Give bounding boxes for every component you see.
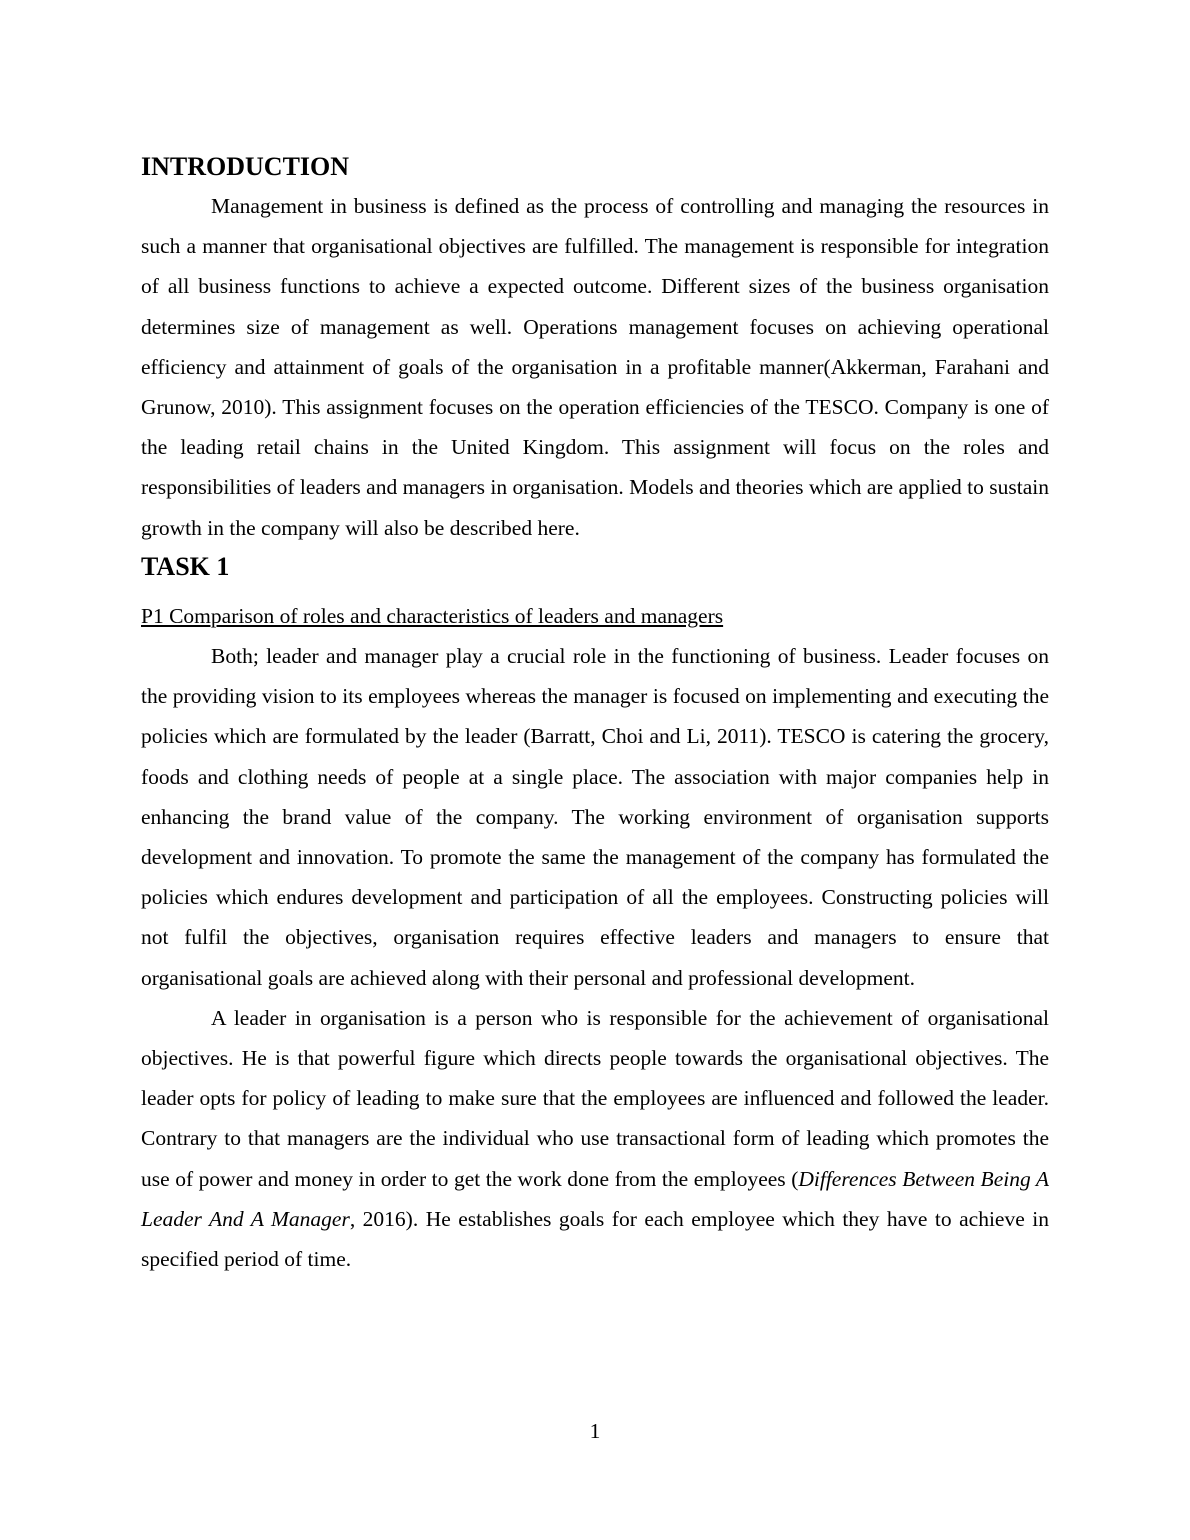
citation-title: Differences Between Being A Leader And A Manager xyxy=(141,1166,1049,1231)
paragraph-2-text-end: , 2016). He establishes goals for each employee which they have to achieve in specified period of time. xyxy=(141,1206,1049,1272)
task1-paragraph-2 xyxy=(141,998,1049,1279)
page-content xyxy=(141,148,1049,1279)
introduction-paragraph: Management in business is defined as the process of controlling and managing the resources in such a manner that organisational objectives are fulfilled. The management is responsible for integration of all business functions to achieve a expected outcome. Different sizes of the business organisation determines size of management as well. Operations management focuses on achieving operational efficiency and attainment of goals of the organisation in a profitable manner(Akkerman, Farahani and Grunow, 2010). This assignment focuses on the operation efficiencies of the TESCO. Company is one of the leading retail chains in the United Kingdom. This assignment will focus on the roles and responsibilities of leaders and managers in organisation. Models and theories which are applied to sustain growth in the company will also be described here. xyxy=(141,194,1049,540)
task1-paragraph-1: Both; leader and manager play a crucial role in the functioning of business. Leader focuses on the providing vision to its employees whereas the manager is focused on implementing and executing the policies which are formulated by the leader (Barratt, Choi and Li, 2011). TESCO is catering the grocery, foods and clothing needs of people at a single place. The association with major companies help in enhancing the brand value of the company. The working environment of organisation supports development and innovation. To promote the same the management of the company has formulated the policies which endures development and participation of all the employees. Constructing policies will not fulfil the objectives, organisation requires effective leaders and managers to ensure that organisational goals are achieved along with their personal and professional development. xyxy=(141,644,1049,990)
paragraph-2-text-start: A leader in organisation is a person who is responsible for the achievement of organisational objectives. He is that powerful figure which directs people towards the organisational objectives. The leader opts for policy of leading to make sure that the employees are influenced and followed the leader. Contrary to that managers are the individual who use transactional form of leading which promotes the use of power and money in order to get the work done from the employees ( xyxy=(141,1005,1049,1191)
introduction-heading: INTRODUCTION xyxy=(141,152,350,181)
page-number: 1 xyxy=(589,1419,601,1443)
task1-heading: TASK 1 xyxy=(141,551,230,581)
task1-subheading: P1 Comparison of roles and characteristics of leaders and managers xyxy=(141,603,724,628)
